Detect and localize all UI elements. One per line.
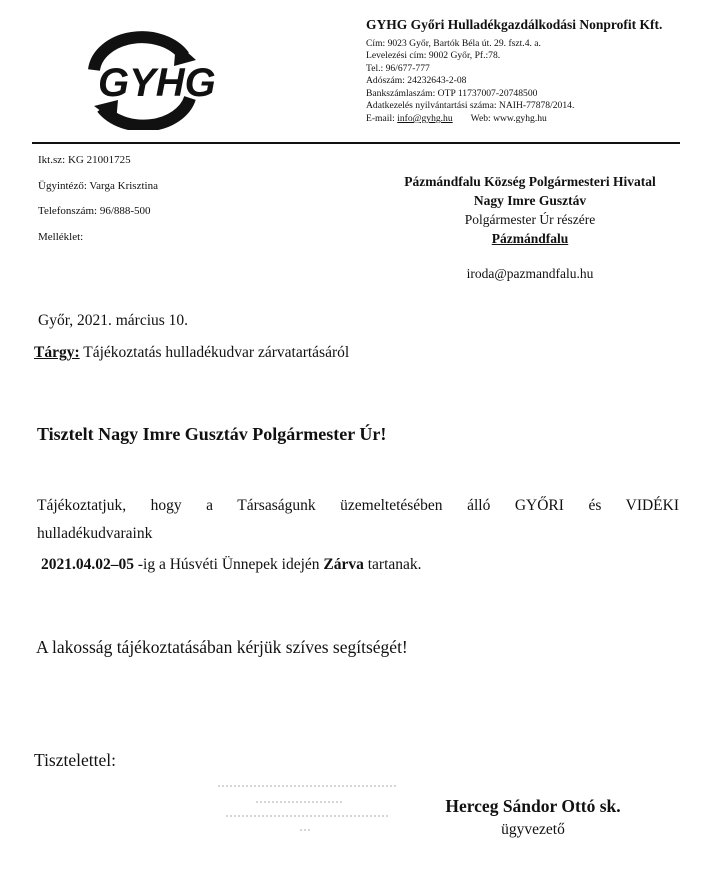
- attachment: Melléklet:: [38, 230, 84, 243]
- company-name: GYHG Győri Hulladékgazdálkodási Nonprofit Kft.: [366, 17, 663, 32]
- signature-block: [430, 796, 636, 839]
- request-line: A lakosság tájékoztatásában kérjük szíves segítségét!: [36, 637, 408, 657]
- company-web[interactable]: www.gyhg.hu: [493, 113, 547, 125]
- closure-mid: -ig a Húsvéti Ünnepek idején: [134, 556, 324, 573]
- email-label: E-mail:: [366, 113, 395, 125]
- recipient-email: iroda@pazmandfalu.hu: [466, 266, 594, 281]
- phone-number: Telefonszám: 96/888-500: [38, 205, 151, 217]
- company-stamp: [212, 776, 402, 836]
- closure-end: tartanak.: [363, 556, 422, 573]
- closing-phrase: Tisztelettel:: [34, 750, 116, 770]
- file-number: Ikt.sz: KG 21001725: [38, 154, 131, 166]
- company-logo: [72, 30, 222, 130]
- recipient-person: Nagy Imre Gusztáv: [473, 193, 587, 208]
- company-email-link[interactable]: info@gyhg.hu: [397, 113, 453, 125]
- company-postal-address: Levelezési cím: 9002 Győr, Pf.:78.: [366, 50, 501, 62]
- recipient-role: Polgármester Úr részére: [464, 212, 596, 227]
- closure-status: Zárva: [323, 556, 364, 573]
- signer-name: Herceg Sándor Ottó sk.: [445, 796, 621, 816]
- recipient-place: Pázmándfalu: [491, 231, 569, 246]
- body-paragraph-line1: Tájékoztatjuk, hogy a Társaságunk üzemeltetésében álló GYŐRI és VIDÉKI: [37, 497, 679, 514]
- salutation: Tisztelt Nagy Imre Gusztáv Polgármester Úr!: [37, 424, 387, 444]
- closure-notice: [41, 556, 422, 574]
- subject-line: [34, 344, 349, 362]
- web-label: Web:: [470, 113, 491, 125]
- subject-text: Tájékoztatás hulladékudvar zárvatartásáról: [79, 344, 350, 361]
- body-paragraph-line2: hulladékudvaraink: [37, 525, 153, 542]
- company-phone: Tel.: 96/677-777: [366, 62, 430, 74]
- company-address: Cím: 9023 Győr, Bartók Béla út. 29. fszt.4. a.: [366, 37, 541, 49]
- company-data-registry: Adatkezelés nyilvántartási száma: NAIH-77878/2014.: [366, 100, 575, 112]
- closure-dates: 2021.04.02–05: [41, 556, 134, 573]
- recipient-organization: Pázmándfalu Község Polgármesteri Hivatal: [404, 174, 656, 189]
- letter-date: Győr, 2021. március 10.: [38, 312, 189, 329]
- company-contact: [366, 113, 706, 126]
- company-header: [366, 18, 706, 126]
- case-officer: Ügyintéző: Varga Krisztina: [38, 179, 158, 192]
- company-tax-number: Adószám: 24232643-2-08: [366, 75, 467, 87]
- logo-text: GYHG: [98, 61, 216, 105]
- subject-label: Tárgy:: [34, 344, 80, 361]
- reference-block: [38, 154, 158, 256]
- company-bank-account: Bankszámlaszám: OTP 11737007-20748500: [366, 87, 538, 99]
- signer-role: ügyvezető: [501, 821, 565, 838]
- header-divider: [32, 142, 680, 144]
- recipient-block: [384, 172, 676, 283]
